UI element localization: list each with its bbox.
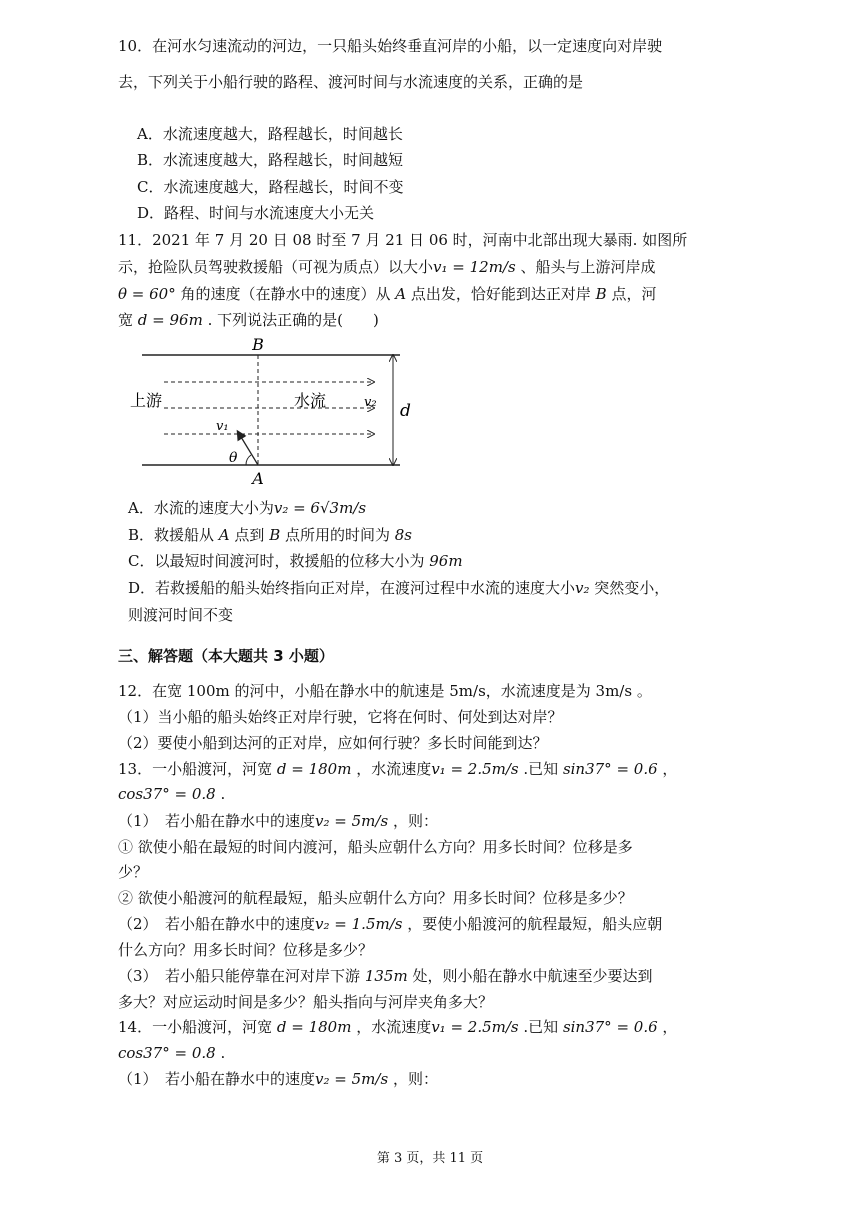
- q13-stem-line2: [118, 784, 225, 804]
- q11-stem-line3: [118, 284, 656, 304]
- q13-formula: v₁ = 2.5m/s: [431, 760, 519, 778]
- q11-option-a: [128, 498, 366, 518]
- q11-option-b: [128, 525, 412, 545]
- q10-option-b: B．水流速度越大，路程越长，时间越短: [137, 151, 404, 169]
- q11-stem-line1: 11．2021 年 7 月 20 日 08 时至 7 月 21 日 06 时，河南中北部出现大暴雨. 如图所: [118, 231, 688, 249]
- option-formula: 96m: [429, 552, 463, 570]
- q12-part-1: （1）当小船的船头始终正对岸行驶，它将在何时、何处到达对岸？: [118, 708, 563, 726]
- q12-stem: 12．在宽 100m 的河中，小船在静水中的航速是 5m/s，水流速度是为 3m/s 。: [118, 682, 652, 700]
- option-text: A．水流的速度大小为: [128, 499, 274, 517]
- q10-option-a: A．水流速度越大，路程越长，时间越长: [137, 125, 403, 143]
- q10-stem-line1: 10．在河水匀速流动的河边，一只船头始终垂直河岸的小船，以一定速度向对岸驶: [118, 37, 663, 55]
- q11-width-formula: d = 96m: [137, 311, 203, 329]
- river-crossing-diagram: [128, 330, 428, 490]
- q13-formula: v₂ = 1.5m/s: [315, 915, 403, 933]
- q11-stem-line2: [118, 257, 655, 277]
- label-v1: v₁: [216, 419, 229, 434]
- q13-text: ，则：: [388, 812, 438, 830]
- q14-text: （1） 若小船在静水中的速度: [118, 1070, 316, 1088]
- option-text: B．救援船从: [128, 526, 219, 544]
- q14-stem-text: ，: [657, 1018, 678, 1036]
- q14-stem-text: .: [215, 1044, 226, 1062]
- q14-stem-text: ，水流速度: [351, 1018, 432, 1036]
- q13-text: （2） 若小船在静水中的速度: [118, 915, 316, 933]
- q14-part-1: [118, 1069, 438, 1089]
- q13-part-3-line1: [118, 966, 652, 986]
- q13-stem-text: .已知: [518, 760, 563, 778]
- q13-part-2-line1: [118, 914, 662, 934]
- q13-stem-text: 13．一小船渡河，河宽: [118, 760, 277, 778]
- q11-stem-text: . 下列说法正确的是( ): [202, 311, 379, 329]
- q11-stem-text: 点出发，恰好能到达正对岸: [406, 285, 596, 303]
- q12-part-2: （2）要使小船到达河的正对岸，应如何行驶？多长时间能到达？: [118, 734, 548, 752]
- q13-text: （3） 若小船只能停靠在河对岸下游: [118, 967, 365, 985]
- label-theta: θ: [229, 450, 238, 466]
- q11-point-a: A: [395, 285, 407, 303]
- section-heading: 三、解答题（本大题共 3 小题）: [118, 647, 334, 665]
- label-upstream: 上游: [130, 391, 163, 410]
- label-water-flow: 水流: [294, 391, 327, 410]
- q11-v1-formula: v₁ = 12m/s: [433, 258, 516, 276]
- q13-formula: sin37° = 0.6: [562, 760, 658, 778]
- q13-formula: 135m: [364, 967, 408, 985]
- q13-sub-1-line1: ① 欲使小船在最短的时间内渡河，船头应朝什么方向？用多长时间？位移是多: [118, 838, 633, 856]
- q13-formula: cos37° = 0.8: [118, 785, 216, 803]
- q13-text: ，要使小船渡河的航程最短，船头应朝: [402, 915, 663, 933]
- q14-formula: sin37° = 0.6: [562, 1018, 658, 1036]
- option-text: 点所用的时间为: [280, 526, 395, 544]
- q10-option-d: D．路程、时间与水流速度大小无关: [137, 204, 375, 222]
- q14-stem-line1: [118, 1017, 677, 1037]
- v1-velocity-arrow: [238, 432, 258, 465]
- theta-angle-arc: [246, 455, 251, 465]
- q13-sub-2: ② 欲使小船渡河的航程最短，船头应朝什么方向？用多长时间？位移是多少？: [118, 889, 633, 907]
- q14-stem-line2: [118, 1043, 225, 1063]
- q14-formula: cos37° = 0.8: [118, 1044, 216, 1062]
- q14-stem-text: 14．一小船渡河，河宽: [118, 1018, 277, 1036]
- option-text: D．若救援船的船头始终指向正对岸，在渡河过程中水流的速度大小: [128, 579, 576, 597]
- label-d: d: [400, 401, 411, 421]
- q14-formula: v₂ = 5m/s: [315, 1070, 389, 1088]
- q13-part-3-line2: 多大？对应运动时间是多少？船头指向与河岸夹角多大？: [118, 993, 494, 1011]
- q14-text: ，则：: [388, 1070, 438, 1088]
- q11-stem-text: 点，河: [606, 285, 657, 303]
- q11-stem-text: 角的速度（在静水中的速度）从: [175, 285, 396, 303]
- q11-stem-line4: [118, 310, 379, 330]
- q11-stem-text: 示，抢险队员驾驶救援船（可视为质点）以大小: [118, 258, 434, 276]
- q10-option-c: C．水流速度越大，路程越长，时间不变: [137, 178, 404, 196]
- q13-text: 处，则小船在静水中航速至少要达到: [407, 967, 653, 985]
- q13-part-1: [118, 811, 438, 831]
- option-text: C．以最短时间渡河时，救援船的位移大小为: [128, 552, 430, 570]
- q13-formula: v₂ = 5m/s: [315, 812, 389, 830]
- label-a: A: [252, 469, 264, 488]
- label-b: B: [252, 335, 264, 354]
- q11-stem-text: 、船头与上游河岸成: [515, 258, 656, 276]
- q11-option-c: [128, 551, 463, 571]
- option-formula: v₂: [575, 579, 590, 597]
- q10-stem-line2: 去，下列关于小船行驶的路程、渡河时间与水流速度的关系，正确的是: [118, 73, 584, 91]
- option-formula: A: [218, 526, 230, 544]
- page-number-footer: 第 3 页，共 11 页: [376, 1151, 484, 1166]
- q11-option-d-line2: 则渡河时间不变: [128, 606, 234, 624]
- q11-point-b: B: [595, 285, 607, 303]
- label-v2: v₂: [364, 395, 377, 410]
- q13-stem-text: ，水流速度: [351, 760, 432, 778]
- q11-stem-text: 宽: [118, 311, 138, 329]
- option-text: 突然变小，: [589, 579, 670, 597]
- q13-stem-line1: [118, 759, 677, 779]
- q13-sub-1-line2: 少？: [118, 863, 149, 881]
- q14-formula: v₁ = 2.5m/s: [431, 1018, 519, 1036]
- q14-formula: d = 180m: [276, 1018, 352, 1036]
- option-formula: v₂ = 6√3m/s: [273, 499, 367, 517]
- q11-theta-formula: θ = 60°: [118, 285, 176, 303]
- q13-formula: d = 180m: [276, 760, 352, 778]
- q13-stem-text: .: [215, 785, 226, 803]
- q13-text: （1） 若小船在静水中的速度: [118, 812, 316, 830]
- q13-part-2-line2: 什么方向？用多长时间？位移是多少？: [118, 941, 374, 959]
- option-formula: 8s: [394, 526, 413, 544]
- q11-option-d-line1: [128, 578, 669, 598]
- option-text: 点到: [229, 526, 270, 544]
- option-formula: B: [269, 526, 281, 544]
- q13-stem-text: ，: [657, 760, 678, 778]
- q14-stem-text: .已知: [518, 1018, 563, 1036]
